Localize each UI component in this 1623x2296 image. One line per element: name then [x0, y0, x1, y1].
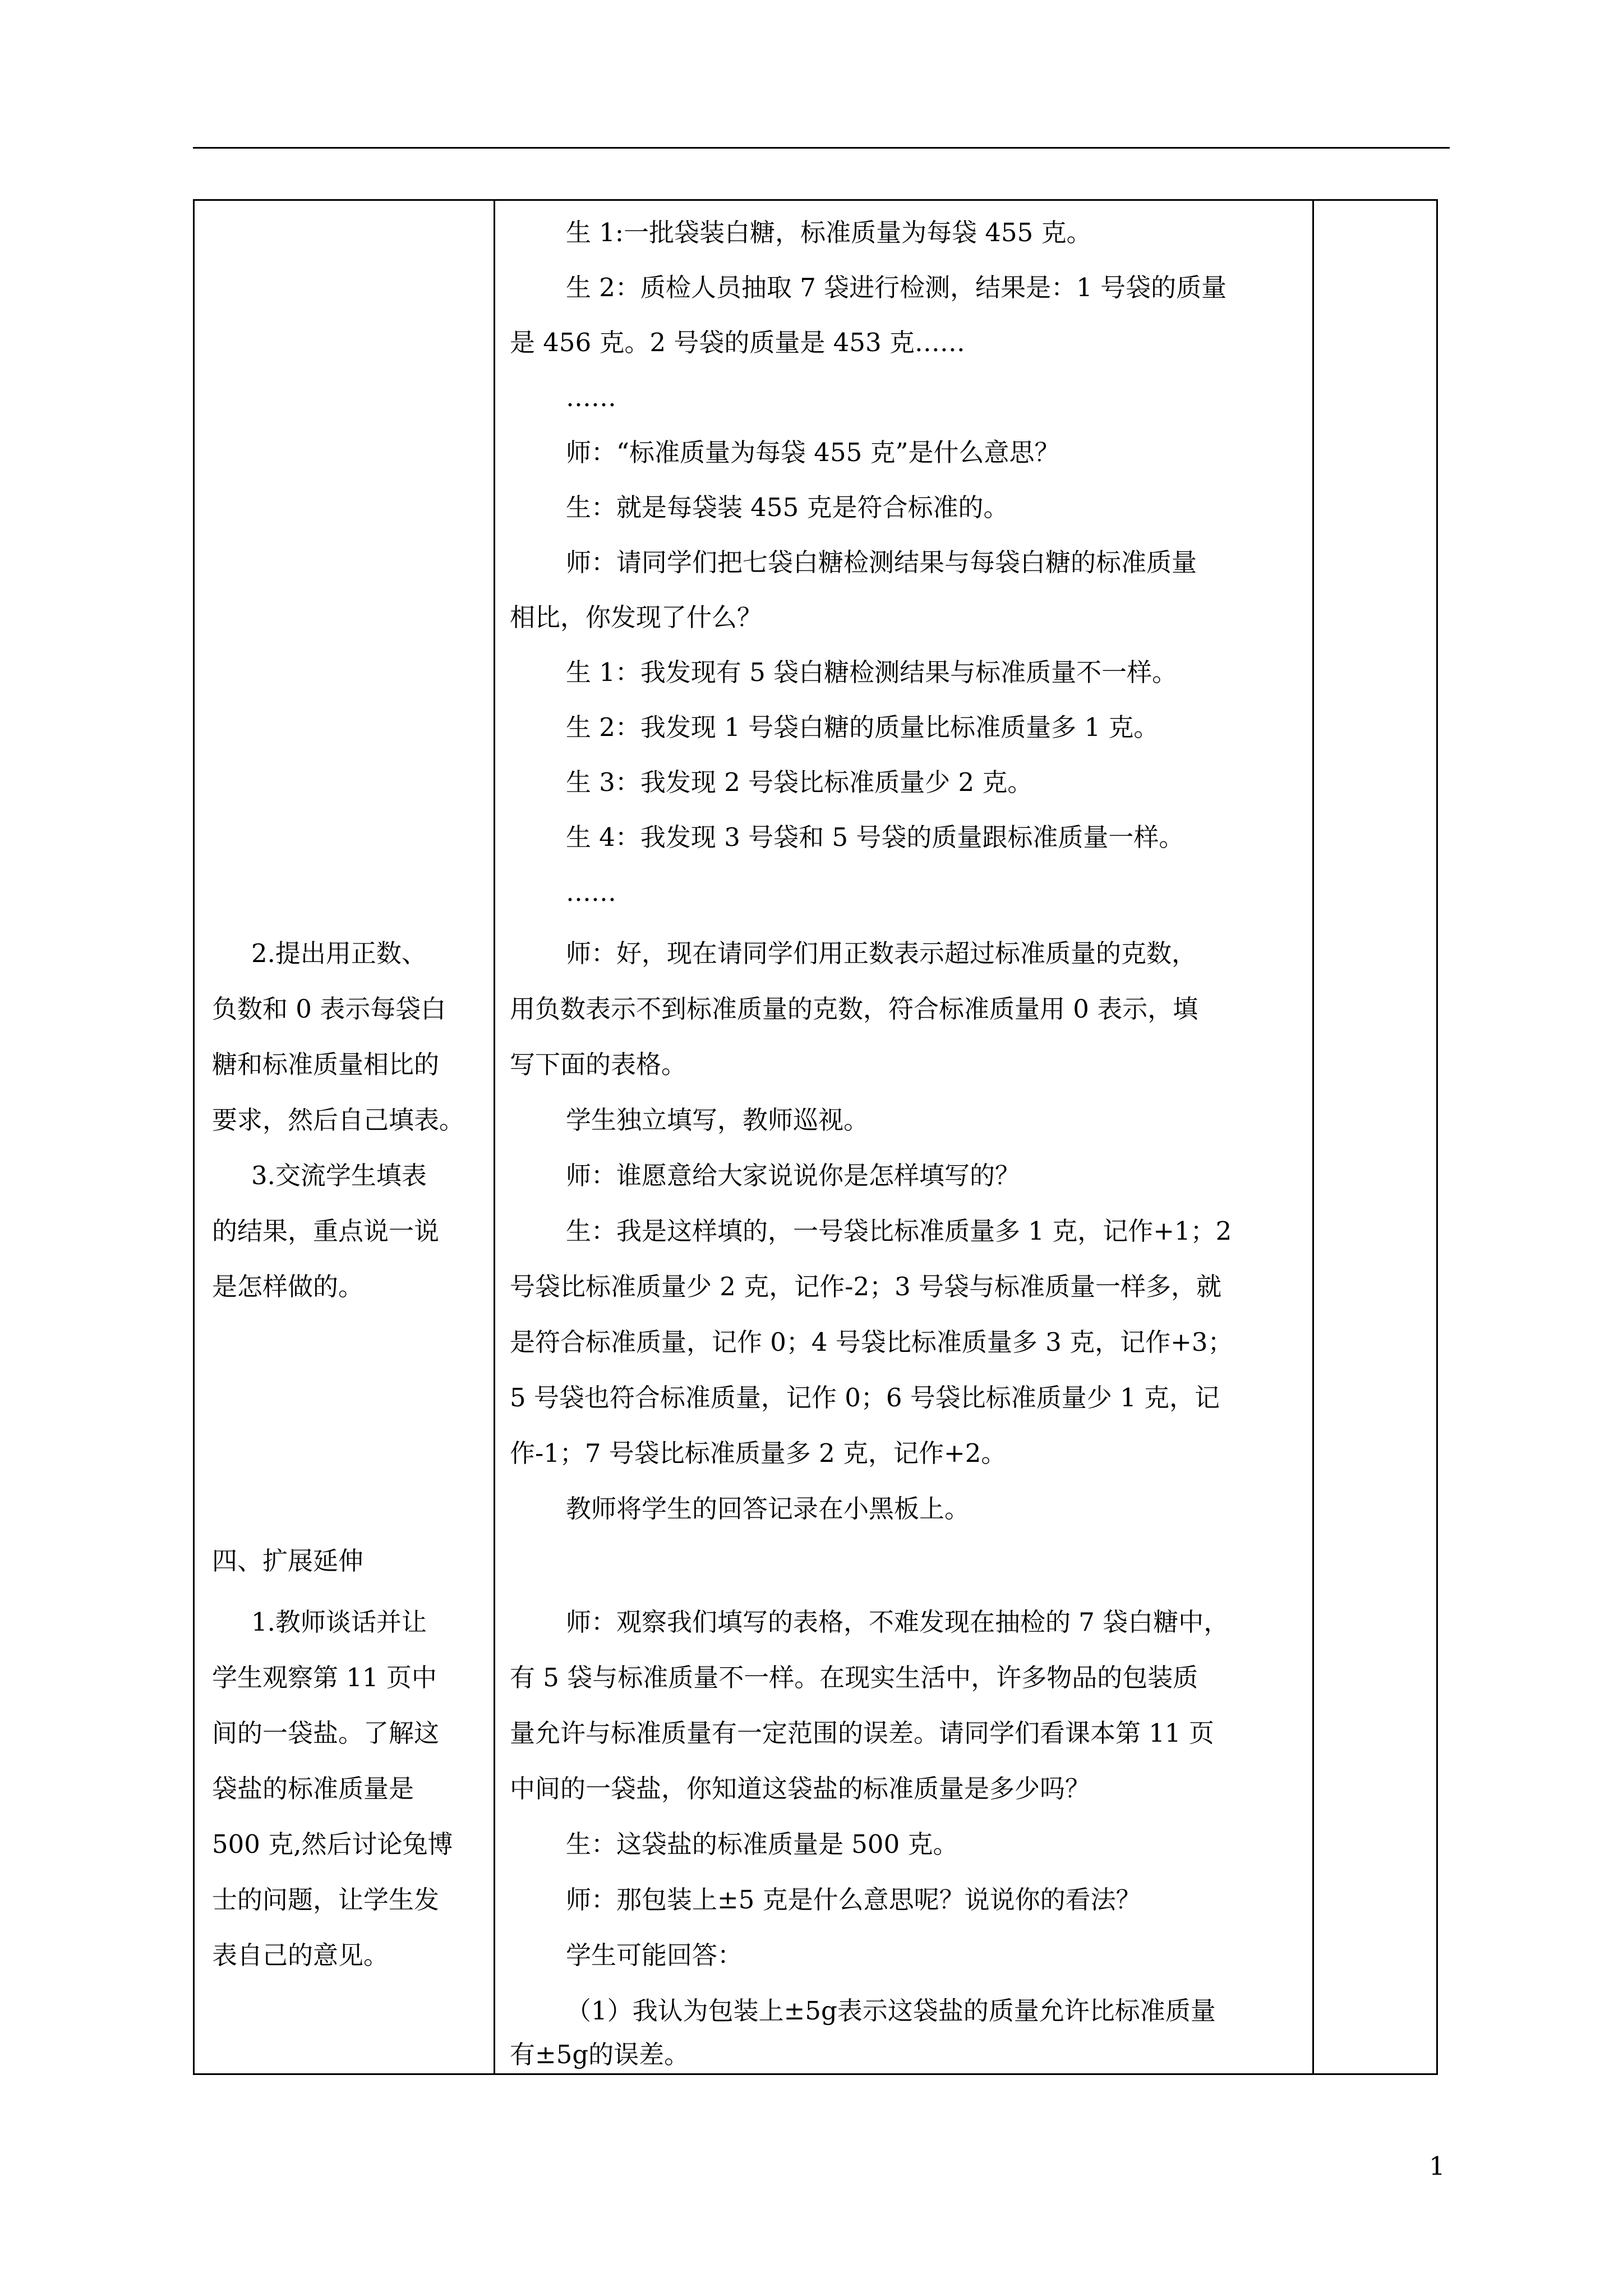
- notes-column: [1314, 201, 1436, 2073]
- dialogue-line: 生：我是这样填的，一号袋比标准质量多 1 克，记作+1；2: [566, 1216, 1232, 1246]
- activity-line: 2.提出用正数、: [251, 938, 427, 968]
- dialogue-line: 生 2：质检人员抽取 7 袋进行检测，结果是：1 号袋的质量: [566, 273, 1227, 302]
- activity-line: 学生观察第 11 页中: [212, 1663, 437, 1692]
- activity-line: 负数和 0 表示每袋白: [212, 994, 446, 1024]
- dialogue-column: [495, 201, 1314, 2073]
- dialogue-line: 师：“标准质量为每袋 455 克”是什么意思？: [566, 438, 1060, 467]
- activity-line: 士的问题，让学生发: [212, 1885, 440, 1915]
- activity-line: 表自己的意见。: [212, 1940, 389, 1970]
- dialogue-line: 有±5g的误差。: [510, 2040, 690, 2069]
- dialogue-line: 师：谁愿意给大家说说你是怎样填写的？: [566, 1161, 1021, 1190]
- dialogue-line: 用负数表示不到标准质量的克数，符合标准质量用 0 表示，填: [510, 994, 1198, 1024]
- dialogue-line: 生：就是每袋装 455 克是符合标准的。: [566, 493, 1009, 522]
- page-number: 1: [1429, 2151, 1445, 2181]
- dialogue-line: 有 5 袋与标准质量不一样。在现实生活中，许多物品的包装质: [510, 1663, 1198, 1692]
- dialogue-line: 师：观察我们填写的表格，不难发现在抽检的 7 袋白糖中，: [566, 1607, 1229, 1637]
- header-rule: [193, 147, 1450, 149]
- activity-line: 糖和标准质量相比的: [212, 1050, 440, 1079]
- dialogue-line: 相比，你发现了什么？: [510, 602, 763, 632]
- dialogue-line: 量允许与标准质量有一定范围的误差。请同学们看课本第 11 页: [510, 1718, 1214, 1748]
- activity-column: [195, 201, 495, 2073]
- dialogue-line: 是 456 克。2 号袋的质量是 453 克……: [510, 328, 965, 357]
- dialogue-line: 生 4：我发现 3 号袋和 5 号袋的质量跟标准质量一样。: [566, 822, 1184, 852]
- dialogue-line: 作-1；7 号袋比标准质量多 2 克，记作+2。: [510, 1438, 1007, 1468]
- dialogue-line: 师：那包装上±5 克是什么意思呢？说说你的看法？: [566, 1885, 1141, 1915]
- activity-line: 500 克,然后讨论兔博: [212, 1829, 453, 1859]
- activity-line: 是怎样做的。: [212, 1272, 364, 1301]
- activity-line: 的结果，重点说一说: [212, 1216, 440, 1246]
- activity-line: 3.交流学生填表: [251, 1161, 427, 1190]
- section-heading: 四、扩展延伸: [212, 1546, 364, 1576]
- dialogue-line: 中间的一袋盐，你知道这袋盐的标准质量是多少吗？: [510, 1774, 1091, 1803]
- dialogue-line: （1）我认为包装上±5g表示这袋盐的质量允许比标准质量: [566, 1996, 1216, 2026]
- dialogue-line: 生：这袋盐的标准质量是 500 克。: [566, 1829, 958, 1859]
- dialogue-line: 师：好，现在请同学们用正数表示超过标准质量的克数，: [566, 938, 1197, 968]
- dialogue-line: 是符合标准质量，记作 0；4 号袋比标准质量多 3 克，记作+3；: [510, 1327, 1233, 1357]
- dialogue-line: 师：请同学们把七袋白糖检测结果与每袋白糖的标准质量: [566, 547, 1197, 577]
- dialogue-line: 教师将学生的回答记录在小黑板上。: [566, 1494, 970, 1524]
- dialogue-line: 生 1：我发现有 5 袋白糖检测结果与标准质量不一样。: [566, 657, 1178, 687]
- dialogue-line: 生 2：我发现 1 号袋白糖的质量比标准质量多 1 克。: [566, 712, 1159, 742]
- activity-line: 要求，然后自己填表。: [212, 1105, 465, 1135]
- dialogue-line: 5 号袋也符合标准质量，记作 0；6 号袋比标准质量少 1 克，记: [510, 1383, 1220, 1412]
- dialogue-line: 生 3：我发现 2 号袋比标准质量少 2 克。: [566, 767, 1033, 797]
- ellipsis-line: ……: [566, 383, 616, 412]
- ellipsis-line: ……: [566, 877, 616, 907]
- dialogue-line: 生 1:一批袋装白糖，标准质量为每袋 455 克。: [566, 218, 1092, 247]
- dialogue-line: 学生独立填写，教师巡视。: [566, 1105, 869, 1135]
- dialogue-line: 号袋比标准质量少 2 克，记作-2；3 号袋与标准质量一样多，就: [510, 1272, 1222, 1301]
- dialogue-line: 写下面的表格。: [510, 1050, 687, 1079]
- activity-line: 1.教师谈话并让: [251, 1607, 427, 1637]
- lesson-plan-table: [193, 199, 1438, 2075]
- dialogue-line: 学生可能回答：: [566, 1940, 743, 1970]
- activity-line: 袋盐的标准质量是: [212, 1774, 414, 1803]
- activity-line: 间的一袋盐。了解这: [212, 1718, 440, 1748]
